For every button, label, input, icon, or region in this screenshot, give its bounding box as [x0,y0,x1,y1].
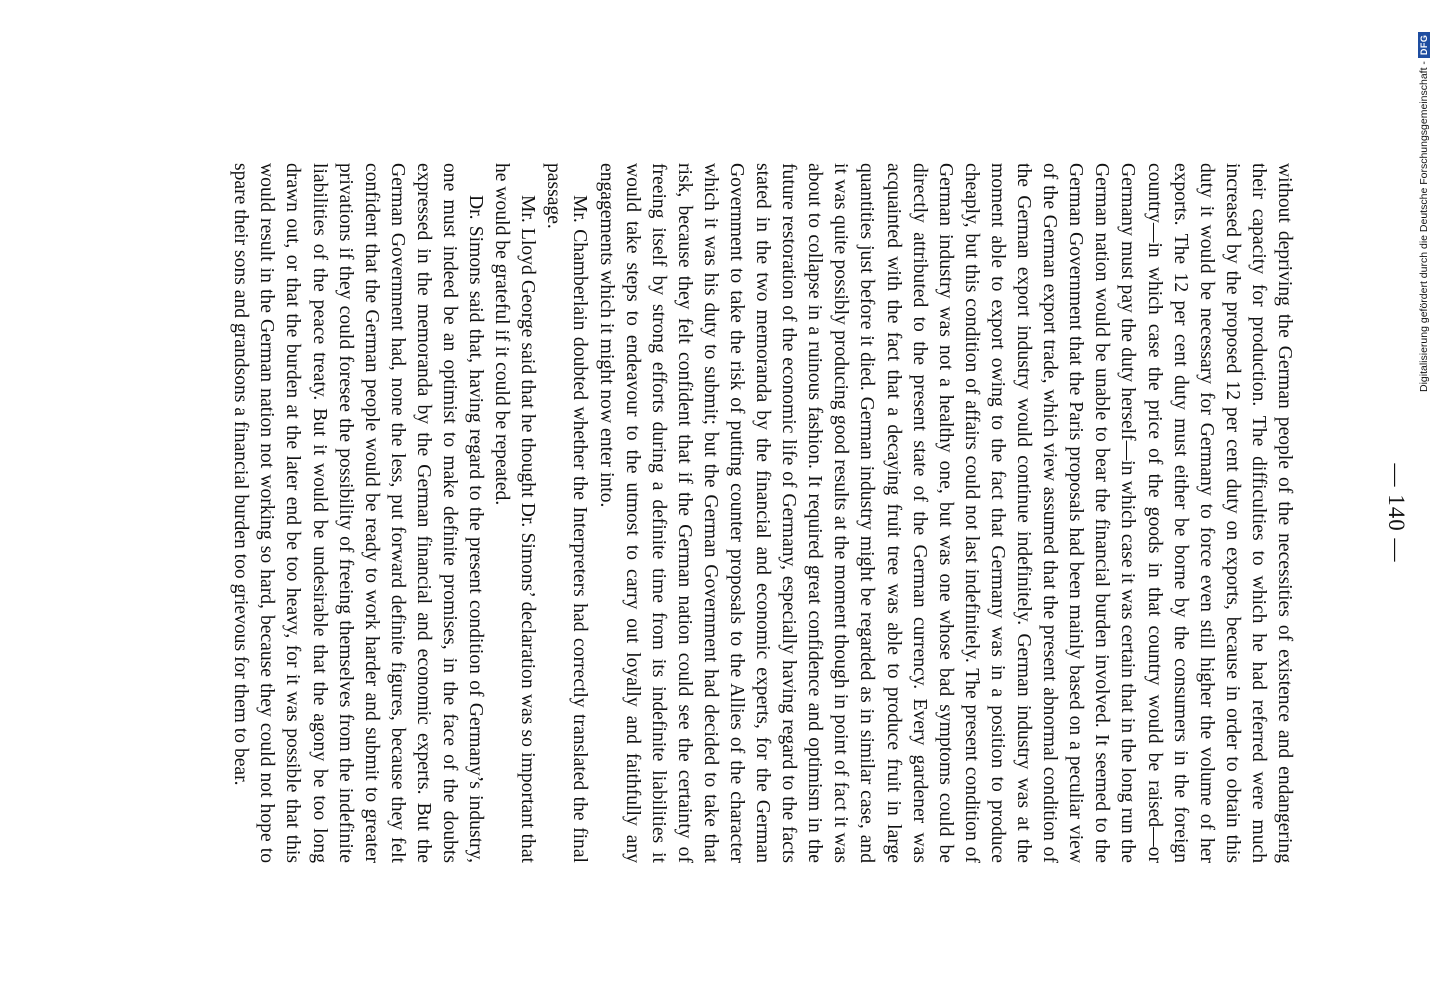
dfg-logo: DFG [1418,32,1430,59]
page-number: — 140 — [1384,463,1409,563]
document-page [57,163,1409,863]
body-text [227,163,1297,863]
paragraph-simons: Dr. Simons said that, having regard to the present condition of Germany’s industry, one must indeed be an optimist to make definite promises, in the face of the doubts expressed in the memoranda by the German financial and economic experts. But the German Government had, none the less, put forward definite figures, because they felt confident that the German people would be ready to work harder and submit to greater privations if they could foresee the possibility of freeing themselves from the indefinite liabilities of the peace treaty. But it would be undesirable that the agony be too long drawn out, or that the burden at the later end be too heavy, for it was possible that this would result in the German nation not working so hard, because they could not hope to spare their sons and grandsons a financial burden too grievous for them to bear. [230,163,487,863]
paragraph-lloyd-george: Mr. Lloyd George said that he thought Dr. Simons’ declaration was so important that he would be grateful if it could be repeated. [491,163,539,863]
digitization-credit [1418,32,1430,392]
paragraph-chamberlain: Mr. Chamberlain doubted whether the Interpreters had correctly translated the final passage. [543,163,591,863]
paragraph-continuation: without depriving the German people of the necessities of existence and endangering their capacity for production. The difficulties to which he had referred were much increased by the proposed 12 per cent duty on exports, because in order to obtain this duty it would be necessary for Germany to force even still higher the volume of her exports. The 12 per cent duty must either be borne by the consumers in the foreign country—in which case the price of the goods in that country would be raised—or Germany must pay the duty herself—in which case it was certain that in the long run the German nation would be unable to bear the financial burden involved. It seemed to the German Government that the Paris proposals had been mainly based on a peculiar view of the German export trade, which view assumed that the present abnormal condition of the German export industry would continue indefinitely. German industry was at the moment able to export owing to the fact that Germany was in a position to produce cheaply, but this condition of affairs could not last indefinitely. The present condition of German industry was not a healthy one, but was one whose bad symptoms could be directly attributed to the present state of the German currency. Every gardener was acquainted with the fact that a decaying fruit tree was able to produce fruit in large quantities just before it died. German industry might be regarded as in similar case, and it was quite possibly producing good results at the moment though in point of fact it was about to collapse in a ruinous fashion. It required great confidence and optimism in the future restoration of the economic life of Germany, especially having regard to the facts stated in the two memoranda by the financial and economic experts, for the German Government to take the risk of putting counter proposals to the Allies of the character which it was his duty to submit; but the German Government had decided to take that risk, because they felt confident that if the German nation could see the certainty of freeing itself by strong efforts during a definite time from its indefinite liabilities it would take steps to endeavour to the utmost to carry out loyally and faithfully any engagements which it might now enter into. [595,163,1295,863]
attribution-text: Digitalisierung gefördert durch die Deutsche Forschungsgemeinschaft - [1418,61,1430,392]
